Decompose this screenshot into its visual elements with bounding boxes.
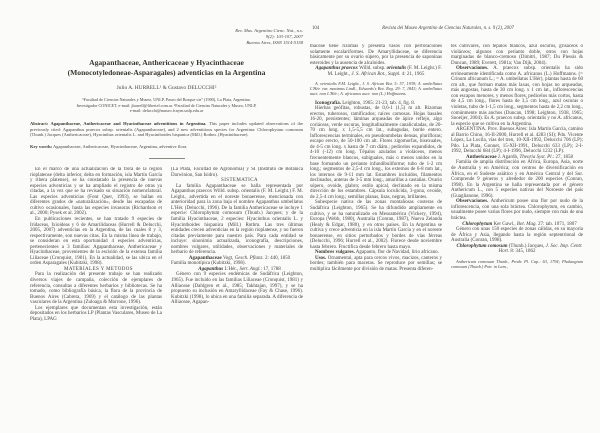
methods-paragraph-2: Los ejemplares que documentan esta investigación, están depositados en los herbarios LP (Plantas Vasculares, Museo de La Plata), LPAG <box>30 305 162 322</box>
observaciones-body-2: Anthericum posee una flor por nudo de la inflorescencia, con una sola bráctea. Chlorophytum, en cambio, usualmente posee varias flores por nudo, siempre con más de una bráctea. <box>451 199 583 221</box>
observaciones-anthericaceae <box>451 199 583 221</box>
comosum-ref-italic: J. Soc. Imp. Centr. Hort. <box>498 243 583 255</box>
family-note: Familia monotípica (Kubitzki, 1998). <box>171 261 246 267</box>
usos-body: Ornamental, apta para cercos vivos, macizos, canteros y bordes; también para macetas. Se reproduce por semillas; se multiplica fácilmente por división de matas. Presenta diferen- <box>310 255 442 272</box>
usos-paragraph <box>310 256 442 273</box>
species-author-2: (F. M. Leight.) F. M. Leight., <box>327 66 442 77</box>
methods-paragraph-1: Para la realización del presente trabajo se han realizado diversos viajes de campaña, colección de ejemplares de referencia, consultas a diferentes herbarios y bibliotecas. Se ha tomado, como bibliografía básica, la flora de la provincia de Buenos Aires (Cabrera, 1969) y el catálogo de las plantas vasculares de la Argentina (Zuloaga & Morrone, 1996). <box>30 272 162 306</box>
intro-paragraph-1: En el marco de una actualización de la flora de la región rioplatense (delta inferior, delta en formación, isla Martín García y ribera platense), se ha constatado la presencia de nuevas especies adventicias y se ha ampliado el registro de otras ya citadas, a la vez que se ha revisado su situación nomenclatural. Las especies adventicias (Font Quer, 1993), se hallan en diferentes grados de «naturalización», desde las escapadas de cultivo ocasionales, hasta las especies invasoras (Richardson et al., 2000; Pysek et al. 2002). <box>30 167 162 217</box>
genus-name: Agapanthus <box>198 266 224 272</box>
anthericaceae-paragraph: Familia de amplia distribución en África, Europa, Asia, norte de Australia y en América; con centros de diversificación en África, en el Sudeste asiático y en América Central y del Sur. Comprende 9 géneros y alrededor de 200 especies (Conran, 1998). En la Argentina se halla representada por el género Anthericum L., con 5 especies nativas del Noroeste del país (Guaglianone, 1996). <box>451 160 583 199</box>
observaciones-lead-2: Observaciones. <box>456 199 489 205</box>
journal-ref-line-2: 9(2): 103-107, 2007 <box>265 33 303 39</box>
usos-lead: Usos. <box>315 255 327 261</box>
family-name: Agapanthaceae <box>188 255 222 261</box>
chlorophytum-name: Chlorophytum <box>462 221 493 227</box>
genus-ref: : 17, 1788 <box>260 266 281 272</box>
journal-ref-line-1: Rev. Mus. Argentino Cienc. Nat., n.s. <box>235 28 303 33</box>
abstract-body: This paper includes updated observations of the previously cited: Agapanthus praecox subsp. orientalis (Agapanthaceae), and 2 new adventitious species for Argentina: Chlorophytum comosum (Thunb.) Jacques (Anthericaceae), Hyacinthus orientalis L. and Hyacinthoides hispanica (Mill.) Rothm. (Hyacinthaceae). <box>30 121 303 138</box>
article-title-line-1: Agapanthaceae, Anthericaceae y Hyacinthaceae <box>89 58 244 68</box>
page-left <box>30 24 303 419</box>
description-paragraph: Hierbas geófitas, robustas, de 0,6-1 (1,5) m alt. Rizomas erectos, tuberosos, ramificados; raíces carnosas. Hojas basales 16-20, persistentes; láminas arqueadas de ápice reflejo, algo coriáceas, verde oscuras, longitudinalmente canaliculadas, de 20-70 cm long. x 1,5-5,5 cm lat., subagudas, borde entero. Inflorescencias terminales, en pseudoumbelas densas, plurifloras; escapo erecto, de 50-100 cm alt. Flores zigomorfas, bisexuales, de 4-5 cm long. x hasta de 7 cm diám.; pedicelos expandidos, de 4-10 (-12) cm long. Tépalos azulados a violáceos, menos frecuentemente blancos, subiguales, más o menos unidos en la base formando un perianto infundibuliforme; tubo de 1-2 cm long.; segmentos de 2,5-4 cm long., los externos de 6-8 mm lat., los internos de 9-11 mm lat. Estambres incluidos, filamentos declinados, anteras de 3-5 mm long., amarillas a castañas. Ovario súpero, ovoide, glabro; estilo apical, declinado en la misma dirección de los estambres. Cápsula loculicida, 3-gona, ovoide, de 2,5-4 cm long.; semillas planas, lisas, negras, brillantes. <box>310 106 442 200</box>
abstract-lead: Abstract: Agapanthaceae, Anthericaceae and Hyacinthaceae adventitious in Argentina. <box>30 121 207 127</box>
distribution-paragraph: Subespecie nativa de las zonas montañosas costeras de Sudáfrica (Leighton, 1965). Se ha difundido ampliamente en cultivo, y se ha naturalizado en Mesoamérica (Vickery, 1994), Europa (Webb, 1980), Australia (Conran, 1987), Nueva Zelanda (Healy & Edgar, 1980), y en otros países. En la Argentina se cultiva y crece adventicia en la isla Martín García y en el noreste bonaerense, en sitios perturbados y bordes de vías férreas (Delucchi, 1996; Hurrell et al., 2002). Florece desde noviembre hasta febrero. Fructifica desde febrero hasta mayo. <box>310 200 442 250</box>
iconografia-lead: Iconografía. <box>315 100 341 106</box>
section-divider <box>149 158 185 159</box>
chlorophytum-ref-italic: Bot. Mag. <box>516 221 537 227</box>
species-heading-agapanthus-praecox <box>310 66 442 77</box>
comosum-ref: 8: 345, 1862 <box>509 249 536 255</box>
article-title-line-2: (Monocotyledoneae-Asparagales) adventicias en la Argentina <box>67 67 266 77</box>
chlorophytum-ref: 27: tab. 1071, 1807 <box>536 221 577 227</box>
material-examinado-paragraph: ARGENTINA. Prov. Buenos Aires: Isla Martín García, camino al Barrio Chino, 16-II-2000, Hurrell et al. 4283 (SI); Pdo. Vicente López, La Lucila, vías del tren, 10-XII-1992, Delucchi 706 (LP); Pdo. La Plata, Gonnet, 15-XII-1991, Delucchi 633 (LP); 2-I-1992, Delucchi 684 (LP); 4-I-1996, Delucchi 1232 (LP). <box>451 127 583 155</box>
comosum-name: Chlorophytum comosum <box>456 243 508 249</box>
genus-author: L'Hér., <box>223 266 240 272</box>
species-name-1: Agapanthus praecox <box>315 66 358 72</box>
species-ref-italic: J. S. African Bot., Suppl. <box>351 71 401 77</box>
running-head-title: Revista del Museo Argentino de Ciencias Naturales, n. s. 9 (2), 2007 <box>382 26 514 31</box>
anthericaceae-ref-italic: Theoria Syst. Pl. <box>519 154 553 160</box>
anthericaceae-ref: : 27, 1858 <box>552 154 573 160</box>
observaciones-lead-1: Observaciones. <box>456 66 489 72</box>
section-heading-materiales: MATERIALES Y METODOS <box>64 266 133 272</box>
anthericaceae-name: Anthericaceae <box>466 154 497 160</box>
nombres-vulgares-lead: Nombres vulgares. <box>315 250 355 256</box>
right-page-column-1 <box>310 44 442 394</box>
species-heading-chlorophytum-comosum <box>451 244 583 255</box>
observaciones-body-1: A. praecox subsp. orientalis ha sido erróneamente identificada como A. africanus (L.) Hoffmanns. (= Crinum africanum L.; = A. umbellatus L'Hér), plantas hasta de 60 cm alt., que forman matas más laxas, con hojas no arqueadas, más angostas, hasta de 30 cm long. x 1 cm lat., inflorescencias con escapos menores, y menos flores, pedicelos más cortos, hasta de 4,5 cm long., flores hasta de 3,5 cm long., azul oscuras o violetas, tubo de 1-1,5 cm long., segmentos hasta de 2,2 cm long., comúnmente más anchos (Duncan, 1998; Leighton, 1938, 1965; Snoeijer, 2004). Es A. praecox subsp. orientalis y no A. africanus, la especie que se cultiva en la Argentina. <box>451 66 583 127</box>
keywords-lead: Key words: <box>30 143 53 149</box>
nombres-vulgares-body: Agapanto, flor de Navidad, lirio africano. <box>354 250 439 256</box>
article-title <box>30 58 303 77</box>
observaciones-agapanthus <box>451 66 583 127</box>
keywords-body: Agapanthaceae, Anthericaceae, Hyacinthaceae, Argentina, adventive flora. <box>52 143 188 149</box>
authors-line: Julio A. HURRELL¹ & Gustavo DELUCCHI² <box>116 85 217 92</box>
anthericaceae-author: J. Agardh, <box>496 154 520 160</box>
family-ref: 2: 440, 1850 <box>263 255 291 261</box>
species-name-2: orientalis <box>386 66 407 72</box>
affiliation-line-1: ¹Facultad de Ciencias Naturales y Museo, UNLP, Paseo del Bosque s/n° (1900), La Plata, Argentina. <box>82 97 251 103</box>
comosum-author: (Thunb.) Jacques, <box>507 243 546 249</box>
methods-continuation: (La Plata, Facultad de Agronomía) y SI (Instituto de Botánica Darwinion, San Isidro). <box>171 167 303 178</box>
synonymy-agapanthus: A. orientalis F.M. Leight., J. S. African Bot. 5: 57, 1939; A. umbellatus L'Hér. var. maximus Lindl., Edwards's Bot. Reg. 29: 7, 1843; A. umbellatus auct. non L'Hér.; A. africanus auct. non (L.) Hoffmanns. <box>310 81 442 97</box>
sistematica-paragraph: La familia Agapanthaceae se halla representada por Agapanthus praecox Willd. subsp. orientalis (F. M. Leight.) F. M. Leight., advertida en el noreste bonaerense, mencionada con anterioridad para la zona baja el nombre Agapanthus umbellatus L'Hér. (Delucchi, 1996). De la familia Anthericaceae se incluye 1 especie: Chlorophytum comosum (Thunb.) Jacques; y de la familia Hyacinthaceae, 2 especies: Hyacinthus orientalis L. y Hyacinthoides hispanica (Mill.) Rothm. Las tres últimas entidades crecen adventicias en la región rioplatense, y no fueron citadas previamente para nuestro país. Para cada entidad se incluye: sinonimia actualizada, iconografía, descripciones, nombres vulgares, utilidades, observaciones y materiales de herbario de referencia. <box>171 183 303 256</box>
genus-continuation: thaceae tiene rizomas y presenta vasos con perforaciones solamente escalariformes. De Amaryllidaceae, se diferencia básicamente por su ovario súpero, por la presencia de saponinas esteroides y la ausencia de alcaloides. <box>310 44 442 66</box>
journal-ref-line-3: Buenos Aires, ISSN 1514-5158 <box>246 39 303 45</box>
left-page-column-1 <box>30 167 162 399</box>
affiliations <box>30 97 303 113</box>
section-heading-sistematica: SISTEMATICA <box>221 178 258 184</box>
abstract <box>30 121 303 138</box>
family-ref-italic: Gesch. Pflanz. <box>234 255 264 261</box>
affiliation-line-2: Investigador CONICET, e-mail: jhurrell@fibertel.com.ar. ²Facultad de Ciencias Naturales y Museo, UNLP, <box>76 102 257 108</box>
journal-reference <box>30 28 303 45</box>
genus-ref-italic: Sert. Angl. <box>239 266 261 272</box>
intro-paragraph-2: En publicaciones recientes, se han tratado 9 especies de Iridaceas, Ixioideas y 6 de Amarilidaceas (Hurrell & Delucchi, 2005, 2007) adventicias en la Argentina, de las cuales 8 y 3, respectivamente, son nuevas citas. En la misma línea de trabajo, se consideran en esta oportunidad 4 especies adventicias, pertenecientes a 3 familias: Agapanthaceae, Anthericaceae y Hyacinthaceae, provenientes de la escisión de la extensa familia Liliaceae (Cronquist, 1981). En la actualidad, se las ubica en el orden Asparagales (Kubitzki, 1998). <box>30 217 162 267</box>
left-page-column-2 <box>171 167 303 399</box>
species-author-1: Willd. subsp. <box>357 66 387 72</box>
species-ref: 4: 21, 1965 <box>400 71 425 77</box>
page-number: 104 <box>312 26 320 31</box>
iconografia-body: Leighton, 1965: 21-23, tab. 4, fig. 8. <box>340 100 416 106</box>
family-author: Vogt, <box>221 255 235 261</box>
chlorophytum-author: Ker Gawl., <box>492 221 517 227</box>
affiliation-line-3: e-mail: delucchi@museo.fcnym.unlp.edu.ar <box>129 107 204 113</box>
keywords <box>30 144 303 150</box>
running-head <box>310 26 586 34</box>
right-page-columns <box>310 44 586 394</box>
page-right <box>310 24 586 419</box>
synonymy-chlorophytum: Anthericum comosum Thunb., Prodr. Pl. Cap.: 63, 1794; Phalangium comosum (Thunb.) Poir. in Lam., <box>451 258 583 269</box>
left-page-columns <box>30 167 303 399</box>
chlorophytum-paragraph: Género con unas 150 especies de zonas cálidas, en su mayoría de África y Asia, llegando hasta la región septentrional de Australia (Conran, 1998). <box>451 227 583 244</box>
genus-paragraph: Género con 9 especies endémicas de Sudáfrica (Leighton, 1965). Fue incluido en las familias Liliaceae (Cronquist, 1981) y Alliaceae (Dahlgren et al., 1985; Takhtajan, 1997), y se ha propuesto su inclusión en Amaryllidaceae (Fay & Chase, 1996). Kubitzki (1998), lo ubica en una familia separada. A diferencia de Alliaceae, Agapan- <box>171 272 303 306</box>
right-page-column-2 <box>451 44 583 394</box>
usos-continuation: tes cultivares, con tépalos blancos, azul oscuros, grisáceos o violáceos; algunos con perianto doble, otros con hojas marginadas de blanco-cremoso (Dimitri, 1987; Du Plessis & Duncan, 1989; Everett, 1981a; Van Dijk, 2004). <box>451 44 583 66</box>
